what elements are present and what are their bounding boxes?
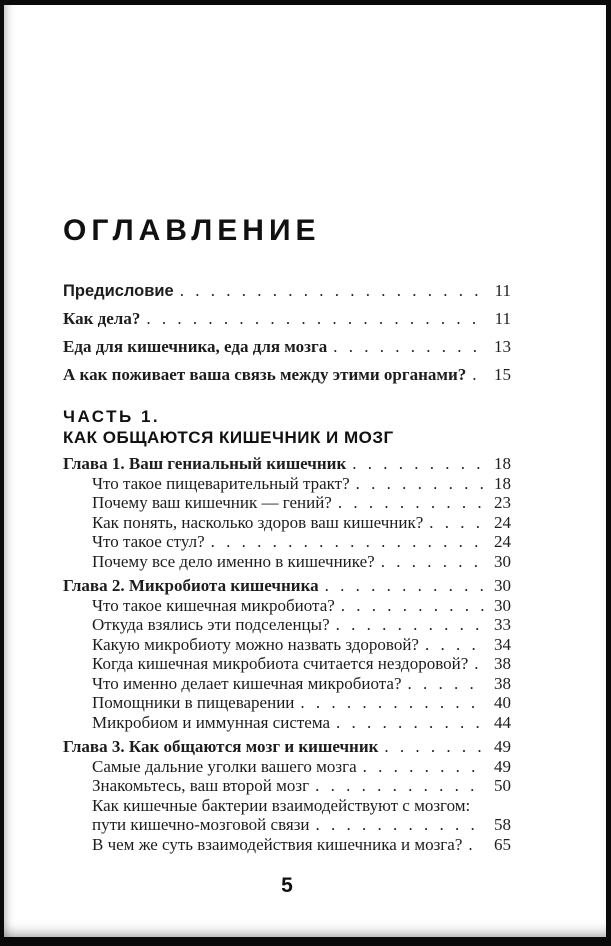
dot-leader	[363, 757, 484, 777]
dot-leader	[408, 674, 485, 694]
page-ref: 44	[494, 712, 511, 732]
dot-leader	[338, 493, 484, 513]
page-ref: 38	[494, 673, 511, 693]
page-ref: 18	[494, 454, 511, 473]
toc-row	[63, 305, 511, 333]
dot-leader	[352, 454, 484, 474]
toc-entry-label: Знакомьтесь, ваш второй мозг	[92, 776, 310, 795]
page-number: 5	[281, 874, 293, 897]
page-ref: 24	[494, 512, 511, 532]
toc-entry-label: Когда кишечная микробиота считается нездоровой?	[92, 654, 469, 673]
chapters-list	[63, 454, 511, 854]
intro-entries-list	[63, 277, 511, 389]
toc-entry-label: Еда для кишечника, еда для мозга	[63, 337, 328, 356]
toc-entry-label: Помощники в пищеварении	[92, 693, 295, 712]
toc-row	[63, 532, 511, 552]
page-ref: 33	[494, 615, 511, 634]
toc-row	[63, 513, 511, 533]
dot-leader	[336, 615, 484, 635]
dot-leader	[425, 635, 484, 655]
dot-leader	[333, 333, 484, 361]
dot-leader	[146, 305, 484, 333]
dot-leader	[180, 277, 484, 305]
page-ref: 24	[494, 532, 511, 551]
dot-leader	[336, 713, 484, 733]
dot-leader	[356, 474, 484, 494]
toc-entry-label: Какую микробиоту можно назвать здоровой?	[92, 634, 419, 654]
toc-row	[63, 693, 511, 713]
toc-row	[63, 474, 511, 494]
toc-row	[63, 454, 511, 474]
dot-leader	[316, 815, 484, 835]
toc-entry-label: А как поживает ваша связь между этими органами?	[63, 365, 467, 384]
toc-row	[63, 713, 511, 733]
page-ref: 11	[494, 281, 511, 300]
toc-row	[63, 796, 511, 816]
part-heading	[63, 406, 511, 448]
dot-leader	[472, 361, 484, 389]
dot-leader	[381, 552, 484, 572]
toc-row	[63, 635, 511, 655]
page-ref: 34	[494, 634, 511, 654]
page-ref: 49	[494, 756, 511, 776]
toc-row	[63, 576, 511, 596]
toc-row	[63, 615, 511, 635]
chapter-group	[63, 454, 511, 571]
page-ref: 58	[494, 815, 511, 834]
toc-row	[63, 596, 511, 616]
dot-leader	[325, 576, 484, 596]
part-number: ЧАСТЬ 1.	[63, 407, 161, 426]
page-ref: 40	[494, 693, 511, 712]
page-ref: 13	[494, 337, 511, 356]
toc-entry-label: Почему все дело именно в кишечнике?	[92, 551, 375, 571]
toc-entry-label: Как понять, насколько здоров ваш кишечник?	[92, 512, 424, 532]
toc-row	[63, 737, 511, 757]
toc-entry-label: Как кишечные бактерии взаимодействуют с мозгом:	[92, 795, 471, 815]
page-ref: 65	[494, 834, 511, 854]
page-ref: 15	[494, 365, 511, 384]
page-ref: 49	[494, 737, 511, 756]
toc-entry-label: Как дела?	[63, 309, 141, 328]
toc-content	[63, 5, 511, 899]
toc-row	[63, 654, 511, 674]
toc-entry-label: Что такое кишечная микробиота?	[92, 595, 335, 615]
toc-entry-label: Глава 2. Микробиота кишечника	[63, 576, 319, 595]
toc-entry-label: Микробиом и иммунная система	[92, 712, 331, 732]
toc-row	[63, 815, 511, 835]
toc-row	[63, 277, 511, 305]
toc-entry-label: Почему ваш кишечник — гений?	[92, 493, 332, 512]
toc-entry-label: Что такое стул?	[92, 532, 205, 551]
page-ref: 23	[494, 493, 511, 512]
dot-leader	[315, 776, 484, 796]
toc-entry-label: Самые дальние уголки вашего мозга	[92, 756, 357, 776]
chapter-group	[63, 737, 511, 854]
toc-row	[63, 835, 511, 855]
dot-leader	[474, 654, 484, 674]
toc-entry-label: Откуда взялись эти подселенцы?	[92, 615, 330, 634]
toc-row	[63, 757, 511, 777]
page-ref: 11	[494, 309, 511, 328]
page-ref: 30	[494, 551, 511, 571]
dot-leader	[341, 596, 484, 616]
toc-entry-label: Глава 3. Как общаются мозг и кишечник	[63, 737, 379, 756]
dot-leader	[300, 693, 484, 713]
page-ref: 30	[494, 595, 511, 615]
toc-row	[63, 674, 511, 694]
page-title: ОГЛАВЛЕНИЕ	[63, 214, 321, 247]
toc-row	[63, 493, 511, 513]
page-ref: 30	[494, 576, 511, 595]
toc-entry-label: Предисловие	[63, 282, 174, 300]
part-title: КАК ОБЩАЮТСЯ КИШЕЧНИК И МОЗГ	[63, 428, 394, 447]
toc-row	[63, 776, 511, 796]
toc-entry-label: В чем же суть взаимодействия кишечника и мозга?	[92, 834, 463, 854]
dot-leader	[468, 835, 484, 855]
toc-entry-label: пути кишечно-мозговой связи	[92, 815, 310, 834]
dot-leader	[211, 532, 484, 552]
page-ref: 18	[494, 473, 511, 493]
toc-entry-label: Что именно делает кишечная микробиота?	[92, 673, 402, 693]
toc-entry-label: Что такое пищеварительный тракт?	[92, 473, 350, 493]
chapter-group	[63, 576, 511, 732]
dot-leader	[429, 513, 484, 533]
toc-row	[63, 552, 511, 572]
page-ref: 50	[494, 776, 511, 795]
toc-row	[63, 333, 511, 361]
toc-entry-label: Глава 1. Ваш гениальный кишечник	[63, 454, 347, 473]
toc-row	[63, 361, 511, 389]
page-ref: 38	[494, 654, 511, 673]
dot-leader	[384, 737, 484, 757]
